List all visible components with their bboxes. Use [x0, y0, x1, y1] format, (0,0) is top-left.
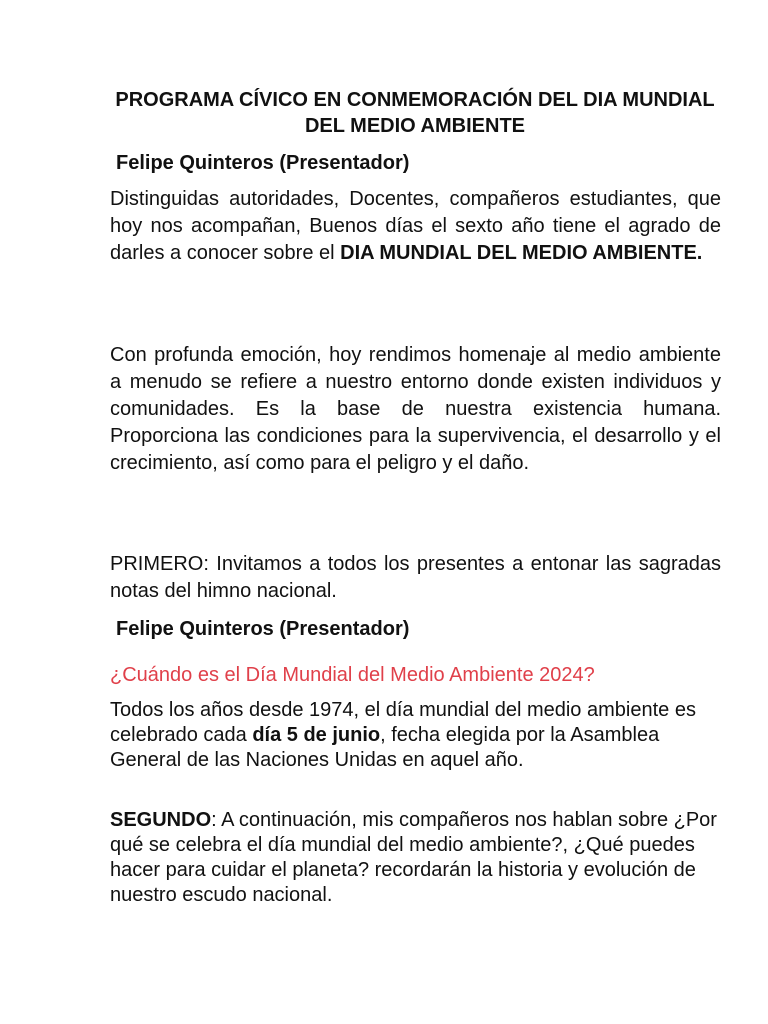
fecha-bold-date: día 5 de junio	[252, 724, 381, 746]
primero-paragraph: PRIMERO: Invitamos a todos los presentes a entonar las sagradas notas del himno nacional.	[110, 553, 721, 602]
document-title: PROGRAMA CÍVICO EN CONMEMORACIÓN DEL DIA MUNDIAL DEL MEDIO AMBIENTE	[115, 89, 715, 137]
intro-paragraph	[110, 186, 721, 267]
fecha-text-after: , fecha elegida por la Asamblea General de las Naciones Unidas en aquel año.	[110, 724, 660, 771]
intro-bold-text: DIA MUNDIAL DEL MEDIO AMBIENTE.	[340, 242, 703, 264]
segundo-text: : A continuación, mis compañeros nos hablan sobre ¿Por qué se celebra el día mundial del medio ambiente?, ¿Qué puedes hacer para cuidar el planeta? recordarán la historia y evolución de nuestro escudo nacional.	[110, 809, 717, 906]
intro-text: Distinguidas autoridades, Docentes, compañeros estudiantes, que hoy nos acompañan, Buenos días el sexto año tiene el agrado de darles a conocer sobre el	[110, 188, 721, 264]
question-heading: ¿Cuándo es el Día Mundial del Medio Ambiente 2024?	[110, 664, 595, 686]
segundo-label: SEGUNDO	[110, 809, 212, 831]
homage-paragraph: Con profunda emoción, hoy rendimos homenaje al medio ambiente a menudo se refiere a nuestro entorno donde existen individuos y comunidades. Es la base de nuestra existencia humana. Proporciona las condiciones para la supervivencia, el desarrollo y el crecimiento, así como para el peligro y el daño.	[110, 344, 721, 474]
fecha-paragraph	[110, 698, 721, 773]
speaker-label: Felipe Quinteros (Presentador)	[116, 152, 410, 174]
segundo-paragraph	[110, 808, 721, 908]
speaker-label-second: Felipe Quinteros (Presentador)	[116, 618, 410, 640]
fecha-text-before: Todos los años desde 1974, el día mundial del medio ambiente es celebrado cada	[110, 699, 696, 746]
